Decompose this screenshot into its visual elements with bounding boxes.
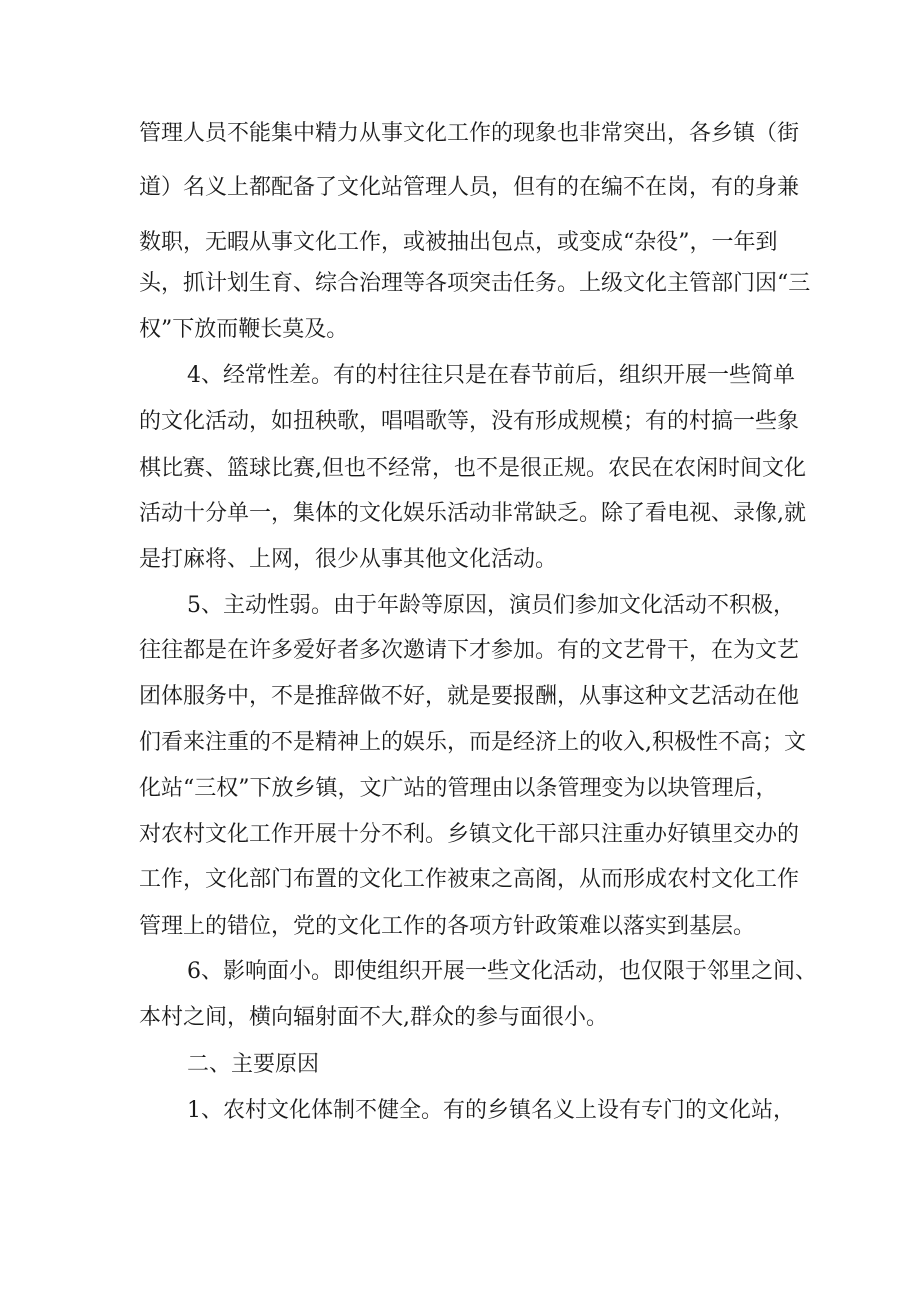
text-line: 道）名义上都配备了文化站管理人员，但有的在编不在岗，有的身兼 (139, 175, 800, 200)
paragraph-6-start: 6、影响面小。即使组织开展一些文化活动，也仅限于邻里之间、 (187, 959, 817, 984)
text-line: 是打麻将、上网，很少从事其他文化活动。 (139, 547, 558, 572)
paragraph-1-start: 1、农村文化体制不健全。有的乡镇名义上设有专门的文化站， (187, 1098, 795, 1123)
paragraph-4-start: 4、经常性差。有的村往往只是在春节前后，组织开展一些简单 (187, 363, 795, 388)
section-heading: 二、主要原因 (187, 1052, 320, 1077)
text-line: 往往都是在许多爱好者多次邀请下才参加。有的文艺骨干，在为文艺 (139, 638, 800, 663)
paragraph-5-start: 5、主动性弱。由于年龄等原因，演员们参加文化活动不积极， (187, 593, 795, 618)
text-line: 本村之间，横向辐射面不大,群众的参与面很小。 (139, 1005, 608, 1030)
text-line: 对农村文化工作开展十分不利。乡镇文化干部只注重办好镇里交办的 (139, 822, 800, 847)
text-line: 化站“三权”下放乡镇，文广站的管理由以条管理变为以块管理后， (139, 776, 778, 801)
text-line: 活动十分单一，集体的文化娱乐活动非常缺乏。除了看电视、录像,就 (139, 501, 806, 526)
text-line: 数职，无暇从事文化工作，或被抽出包点，或变成“杂役”，一年到 (139, 230, 778, 255)
text-line: 工作，文化部门布置的文化工作被束之高阁，从而形成农村文化工作 (139, 867, 800, 892)
text-line: 管理人员不能集中精力从事文化工作的现象也非常突出，各乡镇（街 (139, 121, 800, 146)
text-line: 们看来注重的不是精神上的娱乐，而是经济上的收入,积极性不高；文 (139, 730, 806, 755)
text-line: 头，抓计划生育、综合治理等各项突击任务。上级文化主管部门因“三 (139, 271, 811, 296)
text-line: 棋比赛、篮球比赛,但也不经常，也不是很正规。农民在农闲时间文化 (139, 456, 806, 481)
text-line: 权”下放而鞭长莫及。 (139, 317, 349, 342)
text-line: 的文化活动，如扭秧歌，唱唱歌等，没有形成规模；有的村搞一些象 (139, 409, 800, 434)
text-line: 管理上的错位，党的文化工作的各项方针政策难以落实到基层。 (139, 914, 756, 939)
text-line: 团体服务中，不是推辞做不好，就是要报酬，从事这种文艺活动在他 (139, 684, 800, 709)
